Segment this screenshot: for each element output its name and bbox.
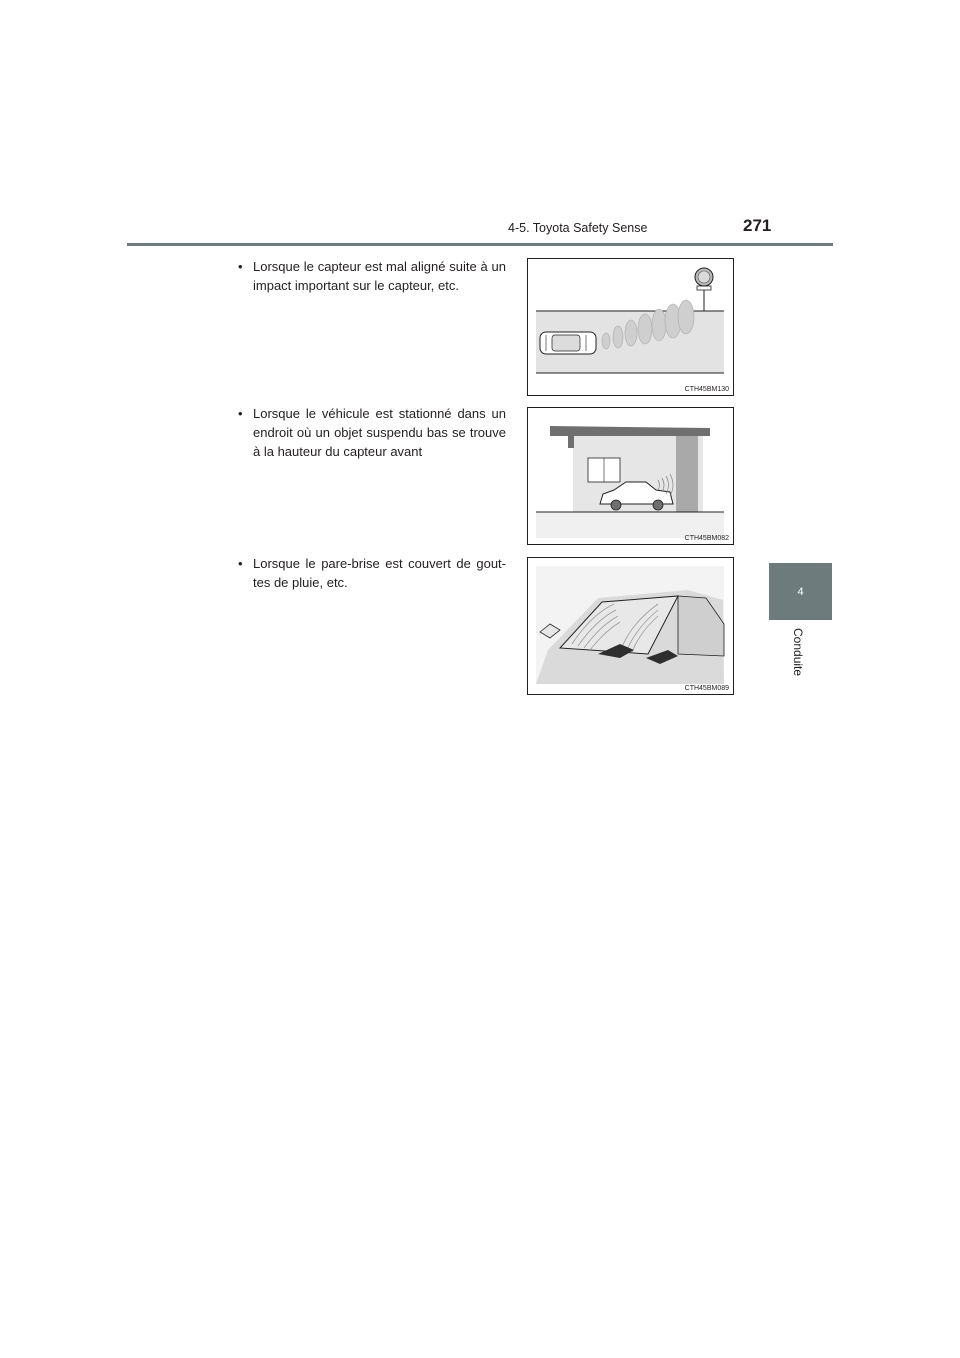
figure-windshield-rain: [527, 557, 734, 695]
list-item-text: Lorsque le pare-brise est couvert de gout-tes de pluie, etc.: [253, 556, 506, 590]
bullet: •: [238, 556, 243, 571]
windshield-rain-drops-illustration: [528, 558, 733, 694]
chapter-label-container: [788, 628, 808, 688]
car-sensor-misaligned-illustration: [528, 259, 733, 395]
chapter-tab[interactable]: [769, 563, 832, 620]
page-number: 271: [743, 216, 772, 235]
chapter-number: 4: [797, 586, 804, 598]
list-item: [238, 257, 506, 295]
figure-code: CTH45BM089: [684, 685, 729, 692]
list-item: [238, 404, 506, 461]
list-item: [238, 554, 506, 592]
list-item-text: Lorsque le véhicule est stationné dans un endroit où un objet suspendu bas se trouve à la hauteur du capteur avant: [253, 406, 506, 459]
list-item-text: Lorsque le capteur est mal aligné suite à un impact important sur le capteur, etc.: [253, 259, 506, 293]
figure-parked-under-overhang: [527, 407, 734, 545]
header-divider: [127, 243, 833, 246]
figure-sensor-misaligned: [527, 258, 734, 396]
bullet: •: [238, 406, 243, 421]
section-title: 4-5. Toyota Safety Sense: [508, 221, 648, 235]
bullet: •: [238, 259, 243, 274]
figure-code: CTH45BM130: [684, 386, 729, 393]
figure-code: CTH45BM082: [684, 535, 729, 542]
parked-car-under-overhang-illustration: [528, 408, 733, 544]
chapter-label: Conduite: [791, 628, 805, 677]
